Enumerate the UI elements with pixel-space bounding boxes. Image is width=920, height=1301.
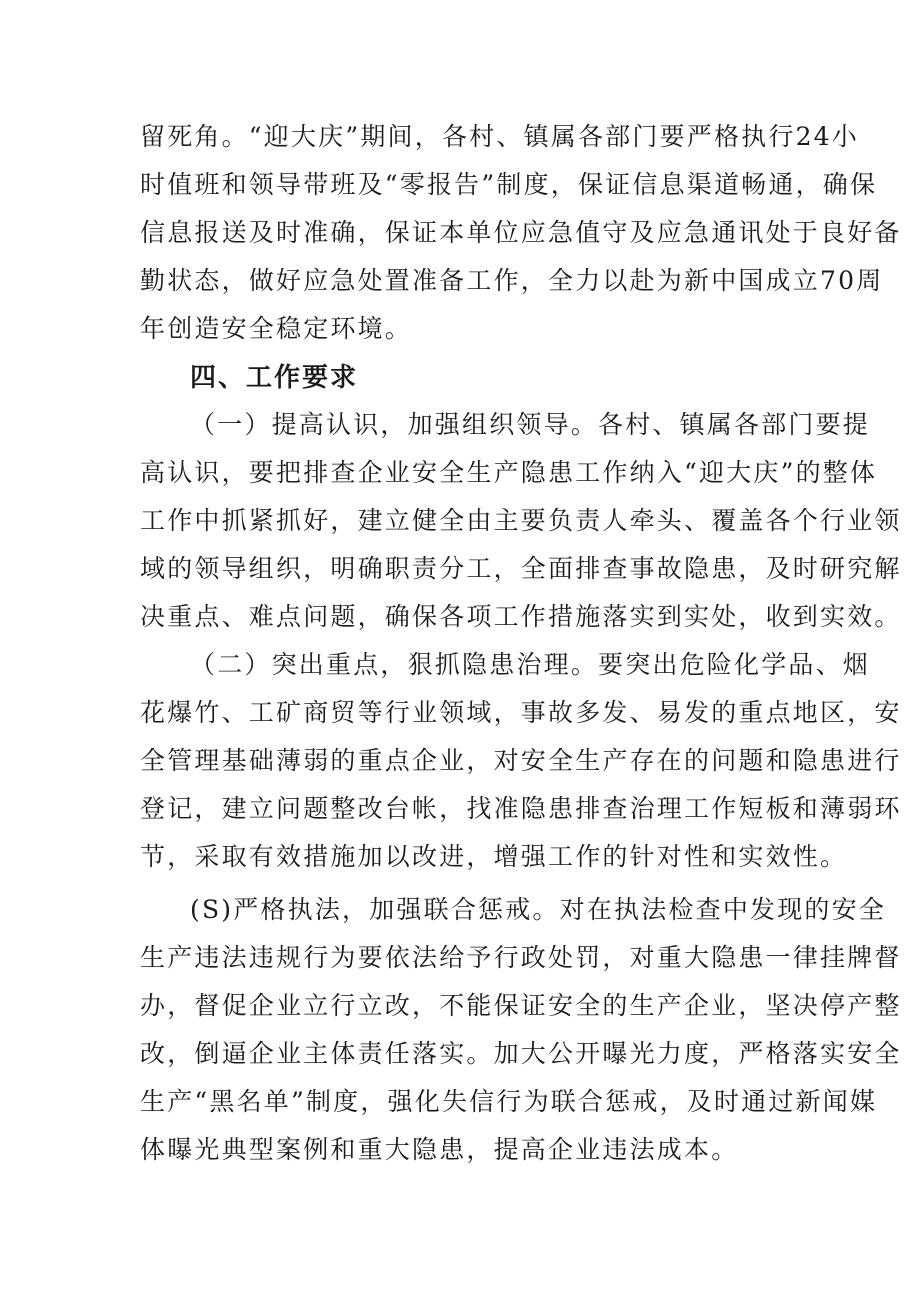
item-3-line: 改，倒逼企业主体责任落实。加大公开曝光力度，严格落实安全: [140, 1039, 902, 1068]
paragraph-line: 年创造安全稳定环境。: [140, 314, 413, 343]
item-2-line: 登记，建立问题整改台帐，找准隐患排查治理工作短板和薄弱环: [140, 794, 902, 823]
item-1-line: 工作中抓紧抓好，建立健全由主要负责人牵头、覆盖各个行业领: [140, 506, 902, 535]
item-3-line: 体曝光典型案例和重大隐患，提高企业违法成本。: [140, 1135, 739, 1164]
item-1-line: 域的领导组织，明确职责分工，全面排查事故隐患，及时研究解: [140, 554, 902, 583]
item-1-line: （一）提高认识，加强组织领导。各村、镇属各部门要提: [190, 410, 871, 439]
item-3-line: 生产违法违规行为要依法给予行政处罚，对重大隐患一律挂牌督: [140, 943, 902, 972]
item-3-line: (S)严格执法，加强联合惩戒。对在执法检查中发现的安全: [190, 895, 887, 924]
section-heading: 四、工作要求: [190, 363, 359, 393]
paragraph-line: 时值班和领导带班及“零报告”制度，保证信息渠道畅通，确保: [140, 170, 878, 199]
paragraph-line: 留死角。“迎大庆”期间，各村、镇属各部门要严格执行24小: [140, 122, 859, 151]
item-1-line: 决重点、难点问题，确保各项工作措施落实到实处，收到实效。: [140, 602, 902, 631]
item-3-line: 生产“黑名单”制度，强化失信行为联合惩戒，及时通过新闻媒: [140, 1087, 878, 1116]
item-2-line: 花爆竹、工矿商贸等行业领域，事故多发、易发的重点地区，安: [140, 698, 902, 727]
item-2-line: 节，采取有效措施加以改进，增强工作的针对性和实效性。: [140, 842, 848, 871]
item-3-line: 办，督促企业立行立改，不能保证安全的生产企业，坚决停产整: [140, 991, 902, 1020]
paragraph-line: 勤状态，做好应急处置准备工作，全力以赴为新中国成立70周: [140, 266, 884, 295]
item-2-line: （二）突出重点，狠抓隐患治理。要突出危险化学品、烟: [190, 650, 871, 679]
item-1-line: 高认识，要把排查企业安全生产隐患工作纳入“迎大庆”的整体: [140, 458, 878, 487]
paragraph-line: 信息报送及时准确，保证本单位应急值守及应急通讯处于良好备: [140, 218, 902, 247]
item-2-line: 全管理基础薄弱的重点企业，对安全生产存在的问题和隐患进行: [140, 746, 902, 775]
